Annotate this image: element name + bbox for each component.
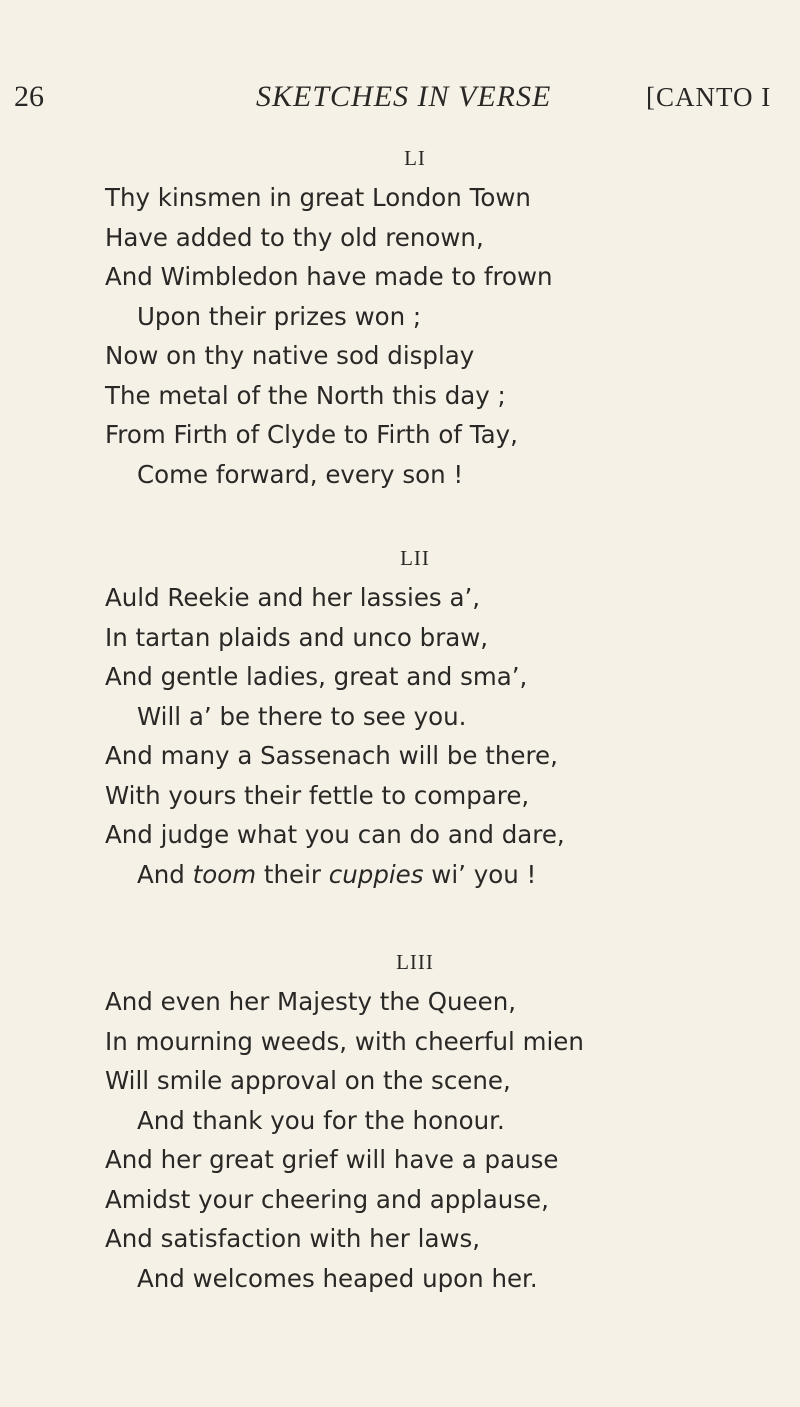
- stanza-number: LI: [404, 146, 426, 170]
- stanza-number: LII: [400, 546, 430, 570]
- verse-fragment: And: [137, 859, 193, 889]
- italic-word-cuppies: cuppies: [328, 859, 424, 889]
- verse-line: The metal of the North this day ;: [105, 380, 506, 410]
- verse-line: In tartan plaids and unco braw,: [105, 622, 489, 652]
- stanza-number: LIII: [396, 950, 434, 974]
- verse-line: Auld Reekie and her lassies a’,: [105, 583, 481, 612]
- verse-line: And many a Sassenach will be there,: [105, 741, 558, 770]
- verse-line: Upon their prizes won ;: [137, 301, 422, 331]
- verse-line: In mourning weeds, with cheerful mien: [105, 1026, 584, 1056]
- verse-line: Thy kinsmen in great London Town: [105, 183, 531, 212]
- page-number: 26: [14, 80, 44, 113]
- canto-label: [CANTO I: [646, 82, 772, 112]
- verse-line: And welcomes heaped upon her.: [137, 1263, 538, 1293]
- verse-line: [0, 855, 800, 895]
- stanza-52: [0, 538, 800, 894]
- stanza-51: [0, 138, 800, 494]
- verse-line: With yours their fettle to compare,: [105, 780, 530, 810]
- verse-line: And her great grief will have a pause: [105, 1145, 559, 1174]
- stanza-53: [0, 942, 800, 1298]
- book-title: SKETCHES IN VERSE: [256, 80, 552, 113]
- verse-line: Will smile approval on the scene,: [105, 1066, 511, 1095]
- verse-line: And satisfaction with her laws,: [105, 1224, 481, 1253]
- verse-line: And even her Majesty the Queen,: [105, 987, 517, 1016]
- verse-fragment: their: [256, 859, 329, 889]
- verse-line: Have added to thy old renown,: [105, 222, 484, 252]
- verse-line: And gentle ladies, great and sma’,: [105, 662, 528, 691]
- verse-fragment: wi’ you !: [423, 859, 537, 889]
- verse-line: And Wimbledon have made to frown: [105, 262, 553, 291]
- italic-word-toom: toom: [192, 859, 257, 889]
- verse-line: Will a’ be there to see you.: [137, 701, 467, 731]
- verse-line: Amidst your cheering and applause,: [105, 1184, 549, 1214]
- verse-line: Now on thy native sod display: [105, 341, 475, 370]
- verse-line: And thank you for the honour.: [137, 1105, 505, 1135]
- verse-line: Come forward, every son !: [137, 459, 464, 489]
- running-head: [0, 80, 800, 120]
- verse-line: From Firth of Clyde to Firth of Tay,: [105, 420, 518, 449]
- verse-line: And judge what you can do and dare,: [105, 820, 565, 849]
